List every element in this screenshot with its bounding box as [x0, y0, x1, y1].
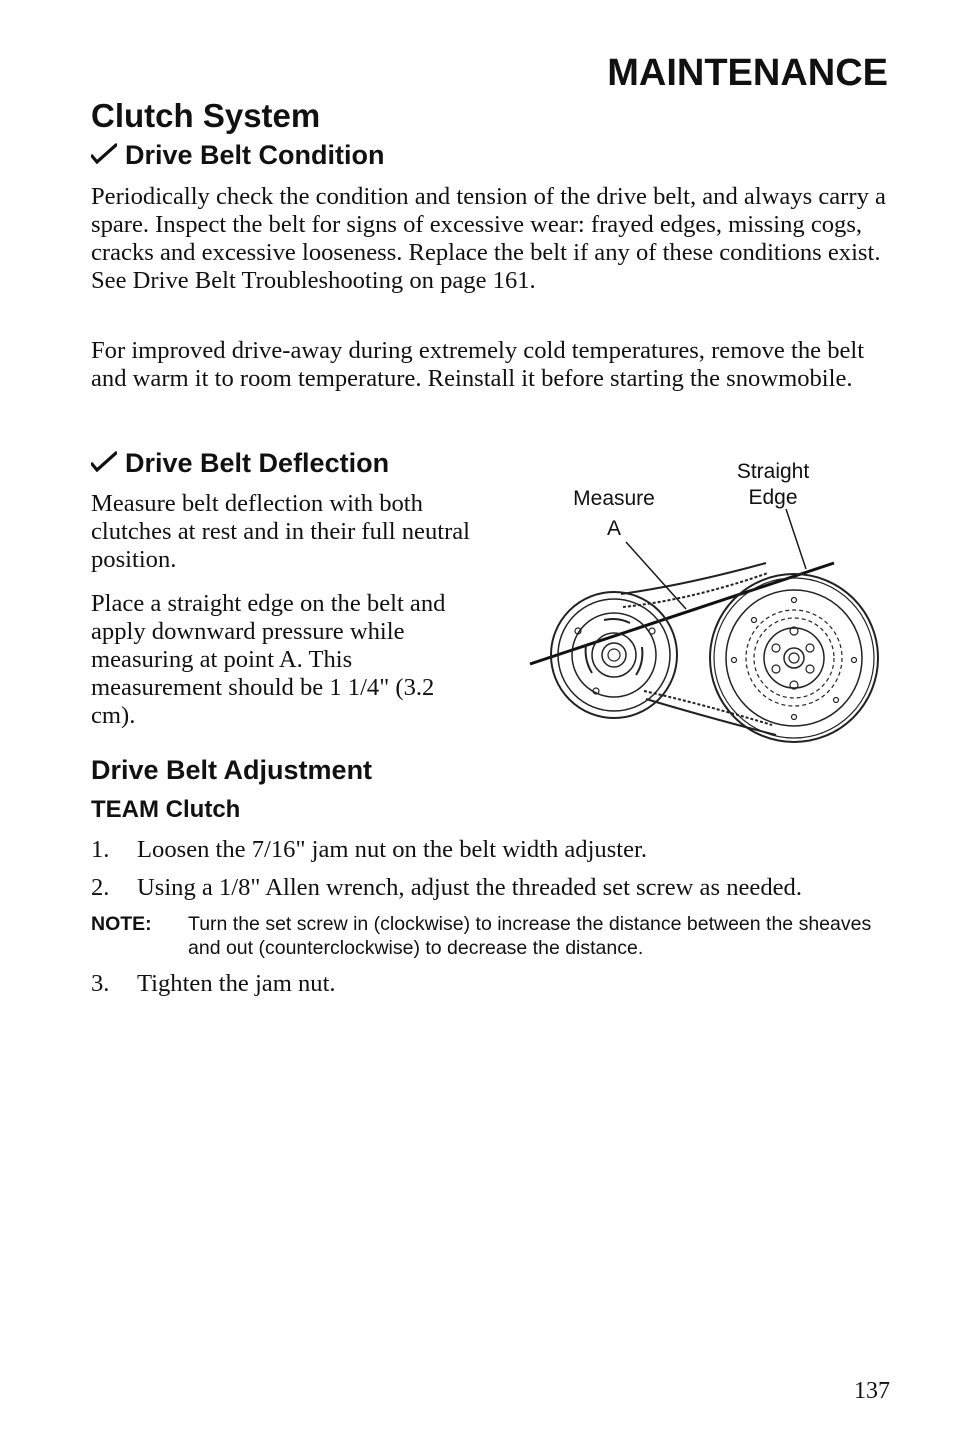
measure-label: Measure	[573, 487, 655, 510]
section-header: MAINTENANCE	[607, 52, 888, 94]
edge-leader-line	[786, 509, 806, 569]
driven-clutch	[551, 592, 677, 718]
checkmark-icon	[91, 140, 125, 171]
measure-point-label: A	[606, 517, 622, 540]
clutch-system-heading: Clutch System	[91, 97, 321, 134]
drive-belt-deflection-title: Drive Belt Deflection	[125, 448, 390, 478]
step-text: Using a 1/8" Allen wrench, adjust the threaded set screw as needed.	[137, 874, 802, 901]
step-number: 2.	[91, 874, 110, 901]
checkmark-icon	[91, 448, 125, 479]
step-text: Tighten the jam nut.	[137, 970, 336, 997]
measure-leader-line	[626, 542, 686, 609]
step-item	[91, 970, 336, 998]
straight-label: Straight	[736, 460, 810, 483]
condition-paragraph-1: Periodically check the condition and tension of the drive belt, and always carry a spare. Inspect the belt for signs of excessive wear: frayed edges, missing cogs, cracks and excessive looseness. Replace the belt if any of these conditions exist. See Drive Belt Troubleshooting on page 161.	[91, 183, 886, 294]
step-item	[91, 836, 647, 864]
step-number: 1.	[91, 836, 110, 863]
drive-belt-adjustment-heading: Drive Belt Adjustment	[91, 755, 373, 785]
condition-paragraph-2: For improved drive-away during extremely cold temperatures, remove the belt and warm it to room temperature. Reinstall it before starting the snowmobile.	[91, 337, 865, 392]
drive-belt-condition-heading	[91, 140, 385, 171]
note-label: NOTE:	[91, 913, 152, 935]
edge-label: Edge	[748, 486, 798, 509]
note-text: Turn the set screw in (clockwise) to increase the distance between the sheaves and out (counterclockwise) to decrease the distance.	[188, 913, 872, 959]
step-text: Loosen the 7/16" jam nut on the belt width adjuster.	[137, 836, 648, 863]
deflection-paragraph-1: Measure belt deflection with both clutches at rest and in their full neutral position.	[91, 490, 471, 573]
drive-clutch	[710, 574, 878, 742]
team-clutch-subheading: TEAM Clutch	[91, 796, 241, 823]
step-number: 3.	[91, 970, 110, 997]
drive-belt-deflection-heading	[91, 448, 389, 479]
note-block	[91, 912, 891, 960]
deflection-paragraph-2: Place a straight edge on the belt and apply downward pressure while measuring at point A. This measurement should be 1 1/4" (3.2 cm).	[91, 590, 446, 729]
drive-belt-condition-title: Drive Belt Condition	[125, 140, 385, 170]
step-item	[91, 874, 802, 902]
belt-deflection-figure	[526, 455, 886, 755]
page-number: 137	[854, 1378, 890, 1404]
